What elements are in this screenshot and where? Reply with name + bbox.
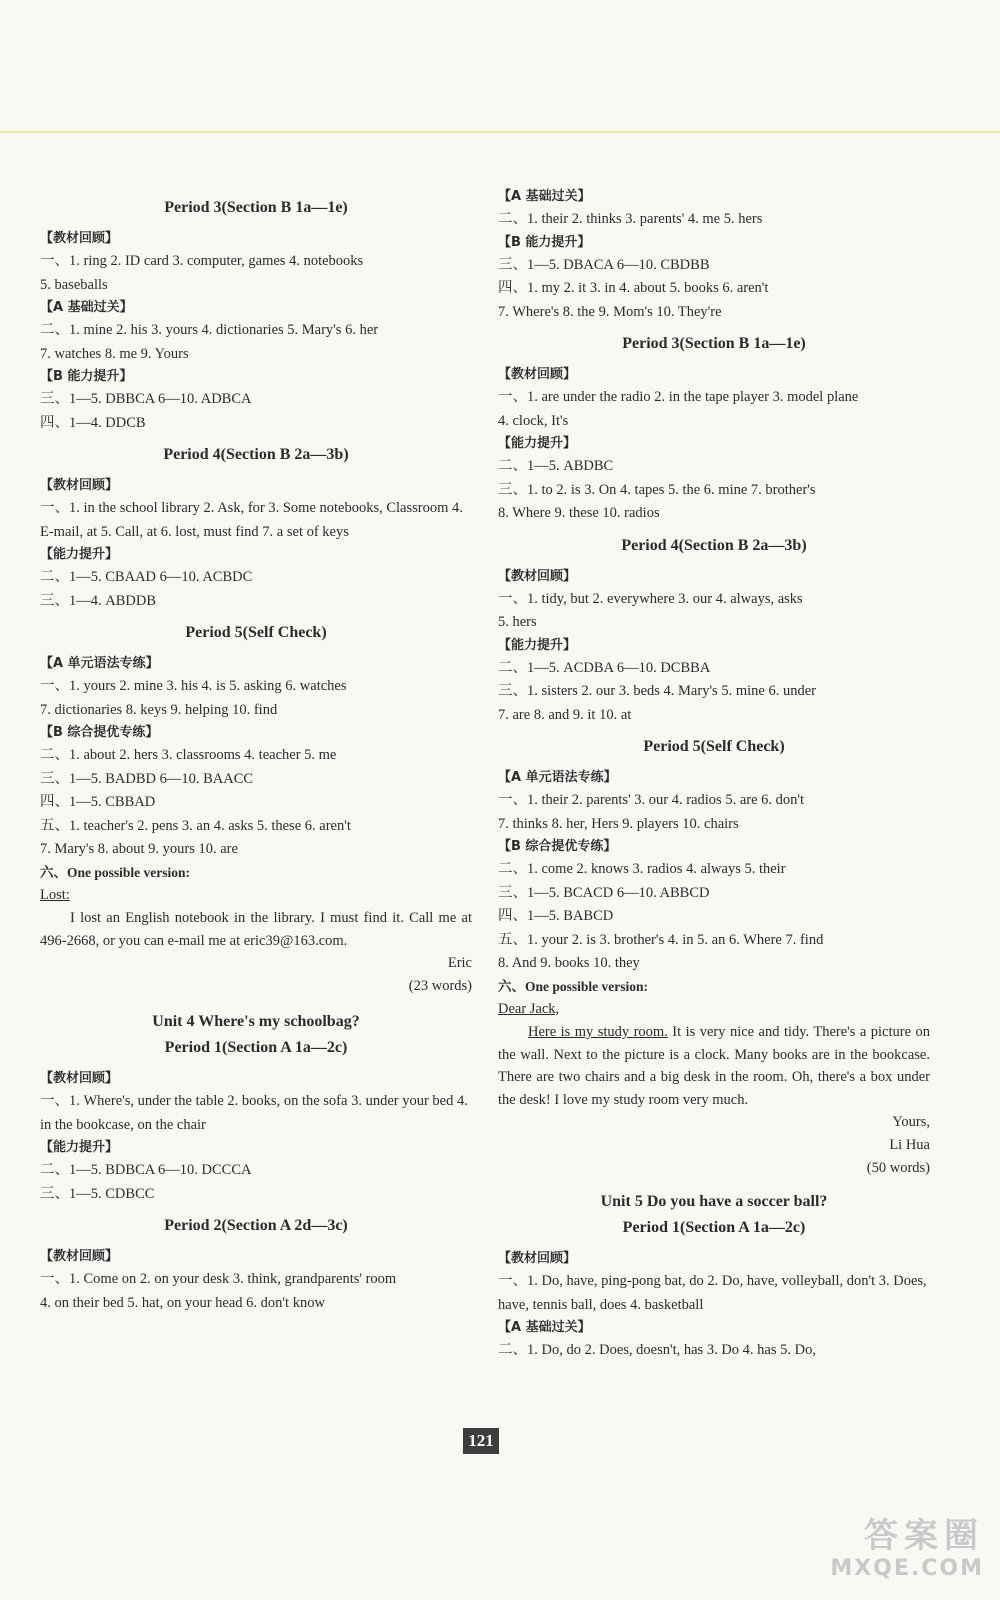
answer-line: 二、1. mine 2. his 3. yours 4. dictionaries 5. Mary's 6. her [40,322,379,338]
section-title: Period 3(Section B 1a—1e) [622,335,806,352]
watermark-line2: MXQE.COM [830,1556,984,1581]
unit-title: Unit 4 Where's my schoolbag? [152,1013,360,1030]
answer-line: 二、1. come 2. knows 3. radios 4. always 5. their [498,861,786,877]
answer-line: 二、1—5. CBAAD 6—10. ACBDC [40,569,253,585]
section-title: Period 1(Section A 1a—2c) [622,1219,806,1236]
word-count: (50 words) [866,1160,930,1176]
tag-label: 【A 基础过关】 [498,1320,591,1335]
signature: Li Hua [889,1137,930,1153]
answer-line: 四、1. my 2. it 3. in 4. about 5. books 6. aren't [498,280,769,296]
tag-label: 【能力提升】 [40,1140,119,1155]
tag-label: 【教材回顾】 [40,1071,119,1086]
tag-label: 【A 单元语法专练】 [498,770,617,785]
answer-line: 五、1. your 2. is 3. brother's 4. in 5. an 6. Where 7. find [498,931,824,948]
top-rule [0,131,1000,133]
tag-label: 【能力提升】 [498,637,577,653]
answer-line: 7. Where's 8. the 9. Mom's 10. They're [498,303,722,320]
answer-line: 一、1. yours 2. mine 3. his 4. is 5. asking 6. watches [40,678,347,694]
answer-line: 三、1. to 2. is 3. On 4. tapes 5. the 6. mine 7. brother's [498,481,816,498]
answer-line: 7. watches 8. me 9. Yours [40,345,189,362]
answer-line: 二、1. their 2. thinks 3. parents' 4. me 5. hers [498,211,763,227]
left-column [40,190,472,1315]
answer-line: 7. are 8. and 9. it 10. at [498,706,632,723]
answer-line: 三、1—5. DBACA 6—10. CBDBB [498,256,710,273]
answer-line: 四、1—5. BABCD [498,908,614,924]
answer-line: 三、1—4. ABDDB [40,592,157,609]
section-title: Period 1(Section A 1a—2c) [164,1039,348,1056]
answer-line: 二、1—5. BDBCA 6—10. DCCCA [40,1162,252,1178]
writing-label: 六、One possible version: [498,978,649,994]
answer-line: 二、1. Do, do 2. Does, doesn't, has 3. Do 4. has 5. Do, [498,1342,816,1358]
section-title: Period 4(Section B 2a—3b) [621,536,807,554]
answer-line: 四、1—4. DDCB [40,414,146,431]
section-title: Period 2(Section A 2d—3c) [164,1217,348,1234]
tag-label: 【教材回顾】 [40,231,119,246]
answer-line: 三、1—5. BADBD 6—10. BAACC [40,770,254,787]
answer-line: 一、1. Do, have, ping-pong bat, do 2. Do, have, volleyball, don't 3. Does, have, tennis ball, does 4. basketball [498,1273,927,1313]
answer-line: 一、1. are under the radio 2. in the tape player 3. model plane [498,389,859,405]
answer-line: 一、1. Come on 2. on your desk 3. think, grandparents' room [40,1271,397,1287]
tag-label: 【B 能力提升】 [498,234,591,250]
tag-label: 【A 基础过关】 [40,300,133,315]
tag-label: 【B 综合提优专练】 [40,725,159,740]
answer-line: 8. And 9. books 10. they [498,955,640,971]
tag-label: 【能力提升】 [498,436,577,451]
right-column [498,186,930,1363]
answer-line: 一、1. in the school library 2. Ask, for 3. Some notebooks, Classroom 4. E-mail, at 5. Call, at 6. lost, must find 7. a set of keys [40,500,463,540]
answer-line: 三、1. sisters 2. our 3. beds 4. Mary's 5. mine 6. under [498,683,816,699]
answer-line: 一、1. tidy, but 2. everywhere 3. our 4. always, asks [498,590,803,607]
tag-label: 【教材回顾】 [498,568,577,584]
answer-line: 5. hers [498,614,537,630]
answer-line: 三、1—5. CDBCC [40,1185,155,1202]
section-title: Period 5(Self Check) [185,624,327,641]
answer-line: 二、1—5. ACDBA 6—10. DCBBA [498,659,711,676]
answer-line: 五、1. teacher's 2. pens 3. an 4. asks 5. these 6. aren't [40,817,351,834]
writing-label: 六、One possible version: [40,864,191,880]
word-count: (23 words) [408,978,472,994]
answer-line: 7. Mary's 8. about 9. yours 10. are [40,841,238,857]
letter-closing: Yours, [892,1114,930,1130]
watermark-line1: 答案圈 [864,1516,984,1556]
section-title: Period 3(Section B 1a—1e) [164,199,348,216]
tag-label: 【A 单元语法专练】 [40,656,159,671]
answer-line: 一、1. ring 2. ID card 3. computer, games 4. notebooks [40,253,364,269]
section-title: Period 4(Section B 2a—3b) [163,446,349,463]
answer-line: 8. Where 9. these 10. radios [498,505,660,521]
answer-line: 4. clock, It's [498,412,569,429]
letter-rest: It is very nice and tidy. There's a picture on the wall. Next to the picture is a clock. Many books are in the bookcase. There are two chairs and a big desk in the room. Oh, there's a box under the desk! I love my study room very much. [498,1024,930,1108]
answer-line: 三、1—5. BCACD 6—10. ABBCD [498,884,710,901]
tag-label: 【A 基础过关】 [498,189,591,204]
unit-title: Unit 5 Do you have a soccer ball? [600,1193,828,1210]
notice-body: I lost an English notebook in the library. I must find it. Call me at 496-2668, or you can e-mail me at eric39@163.com. [40,910,472,949]
tag-label: 【教材回顾】 [40,478,119,493]
section-title: Period 5(Self Check) [643,738,785,755]
answer-line: 二、1—5. ABDBC [498,458,614,474]
answer-line: 一、1. their 2. parents' 3. our 4. radios 5. are 6. don't [498,792,805,808]
page-number: 121 [463,1428,499,1454]
answer-line: 一、1. Where's, under the table 2. books, on the sofa 3. under your bed 4. in the bookcase, on the chair [40,1093,468,1133]
notice-title: Lost: [40,886,70,903]
answer-line: 4. on their bed 5. hat, on your head 6. don't know [40,1294,325,1311]
tag-label: 【B 能力提升】 [40,369,133,384]
letter-body [498,1021,930,1111]
signature: Eric [447,955,472,971]
tag-label: 【教材回顾】 [498,1251,577,1266]
answer-line: 四、1—5. CBBAD [40,794,156,810]
tag-label: 【B 综合提优专练】 [498,839,617,854]
letter-first-sentence: Here is my study room. [528,1024,668,1040]
watermark-logo [824,1516,984,1586]
answer-line: 5. baseballs [40,276,108,293]
letter-greeting: Dear Jack, [498,1000,560,1017]
tag-label: 【教材回顾】 [498,367,577,382]
answer-line: 三、1—5. DBBCA 6—10. ADBCA [40,391,252,407]
tag-label: 【教材回顾】 [40,1249,119,1264]
tag-label: 【能力提升】 [40,547,119,562]
answer-line: 7. dictionaries 8. keys 9. helping 10. find [40,701,278,718]
answer-line: 7. thinks 8. her, Hers 9. players 10. chairs [498,815,739,832]
answer-line: 二、1. about 2. hers 3. classrooms 4. teacher 5. me [40,747,337,763]
